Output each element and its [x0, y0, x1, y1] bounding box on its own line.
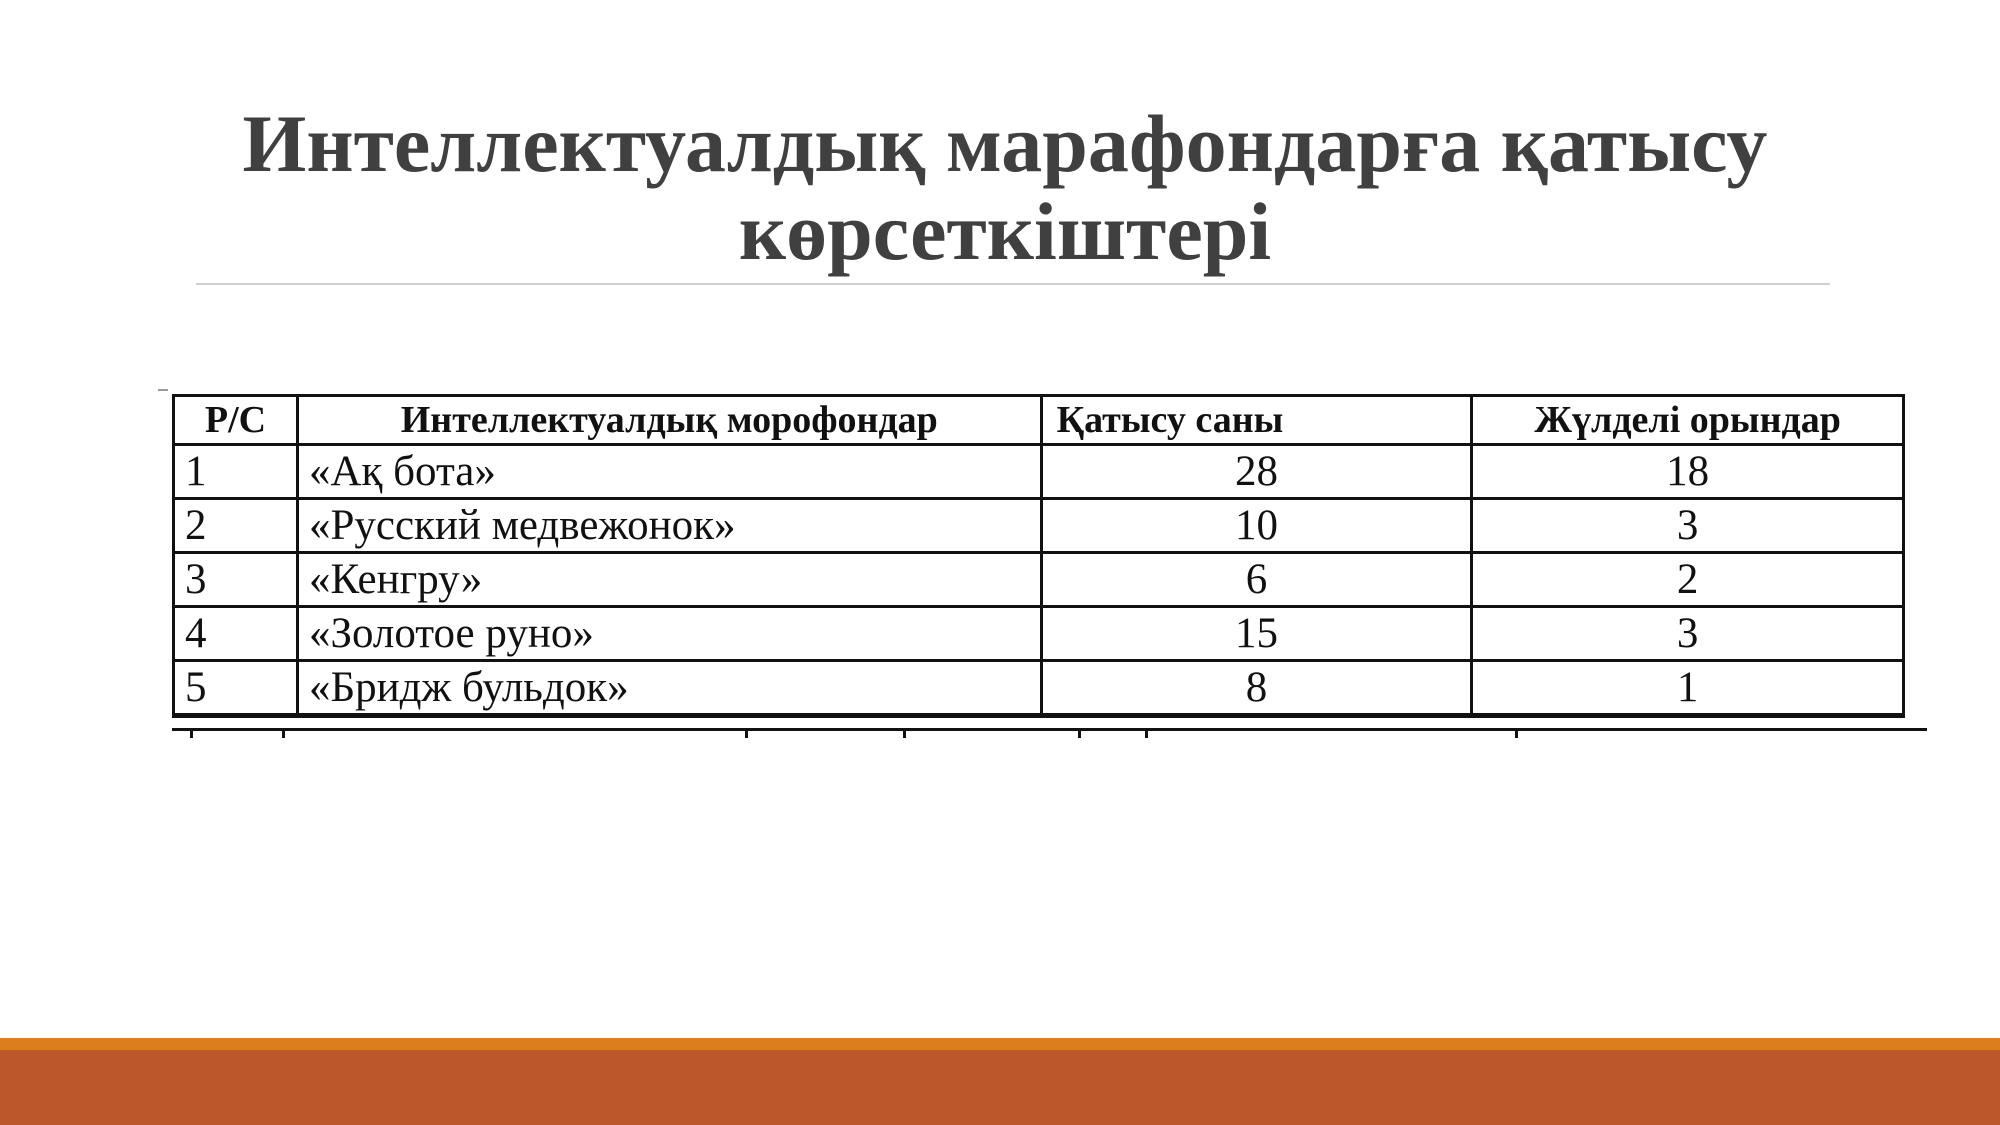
table-header-row: [174, 396, 1904, 445]
cell-number: 3: [174, 553, 298, 607]
cell-number: 4: [174, 607, 298, 661]
cell-prizes: 3: [1472, 607, 1904, 661]
cell-participation: 15: [1041, 607, 1472, 661]
cell-prizes: 3: [1472, 499, 1904, 553]
cell-participation: 10: [1041, 499, 1472, 553]
cell-marathon: «Ақ бота»: [297, 445, 1041, 499]
table-row: [174, 661, 1904, 716]
cell-prizes: 1: [1472, 661, 1904, 716]
table-row: [174, 607, 1904, 661]
cell-number: 2: [174, 499, 298, 553]
header-prizes: Жүлделі орындар: [1472, 396, 1904, 445]
table-tick: [745, 730, 748, 738]
slide-title: Интеллектуалдық марафондарға қатысу көрсеткіштері: [242, 98, 1768, 277]
cell-marathon: «Кенгру»: [297, 553, 1041, 607]
table-tick: [903, 730, 906, 738]
table-tick: [1515, 730, 1518, 738]
table-row: [174, 499, 1904, 553]
cell-marathon: «Бридж бульдок»: [297, 661, 1041, 716]
cell-participation: 28: [1041, 445, 1472, 499]
cell-prizes: 18: [1472, 445, 1904, 499]
header-participation: Қатысу саны: [1041, 396, 1472, 445]
title-divider: [196, 283, 1830, 285]
cell-number: 5: [174, 661, 298, 716]
table-tick: [282, 730, 285, 738]
table-bottom-rule: [172, 728, 1927, 731]
table-tick: [1145, 730, 1148, 738]
table-tick: [190, 730, 193, 738]
table-tick: [1078, 730, 1081, 738]
cell-prizes: 2: [1472, 553, 1904, 607]
table-row: [174, 553, 1904, 607]
cell-participation: 8: [1041, 661, 1472, 716]
cell-marathon: «Золотое руно»: [297, 607, 1041, 661]
results-table: [172, 394, 1905, 718]
cell-marathon: «Русский медвежонок»: [297, 499, 1041, 553]
header-number: Р/С: [174, 396, 298, 445]
header-marathon: Интеллектуалдық морофондар: [297, 396, 1041, 445]
table-corner-mark: [158, 389, 168, 391]
table-row: [174, 445, 1904, 499]
footer-band-rust: [0, 1050, 2000, 1125]
cell-participation: 6: [1041, 553, 1472, 607]
cell-number: 1: [174, 445, 298, 499]
footer-band-orange: [0, 1038, 2000, 1050]
